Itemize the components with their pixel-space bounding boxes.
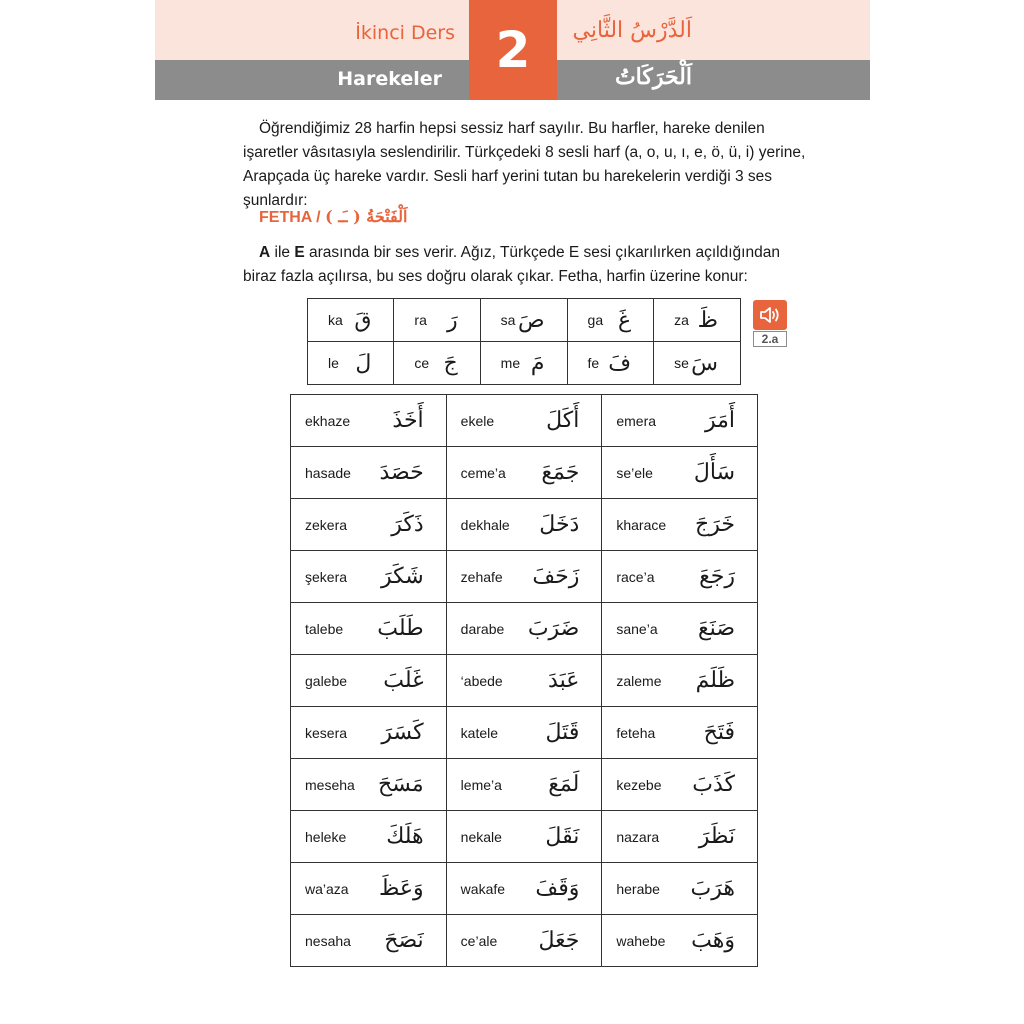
letter-cell-content	[308, 299, 393, 341]
word-cell	[446, 707, 602, 759]
transliteration: ra	[414, 312, 427, 328]
word-cell	[291, 915, 447, 967]
word-cell-content	[447, 447, 602, 498]
transliteration: leme’a	[460, 776, 502, 793]
arabic-text: نَظَرَ	[698, 824, 735, 849]
word-cell	[446, 915, 602, 967]
word-cell-content	[447, 603, 602, 654]
arabic-text: ظَلَمَ	[695, 668, 735, 693]
word-cell-content	[291, 655, 446, 706]
letter-cell-content	[481, 342, 567, 384]
text-ile: ile	[270, 244, 295, 261]
words-row	[291, 655, 758, 707]
word-cell	[291, 655, 447, 707]
word-cell	[291, 863, 447, 915]
transliteration: ceme’a	[460, 464, 506, 481]
word-cell-content	[447, 811, 602, 862]
word-cell-content	[602, 447, 757, 498]
section-title-tr: FETHA /	[259, 209, 321, 226]
words-row	[291, 395, 758, 447]
transliteration: ga	[587, 312, 604, 328]
transliteration: emera	[616, 412, 657, 429]
letter-cell-content	[394, 342, 479, 384]
letter-cell-content	[654, 342, 740, 384]
letter-cell	[308, 299, 394, 342]
audio-button[interactable]	[753, 300, 787, 330]
transliteration: wahebe	[616, 932, 666, 949]
transliteration: dekhale	[460, 516, 510, 533]
book-page	[155, 0, 870, 1024]
transliteration: sane’a	[616, 620, 658, 637]
word-cell-content	[447, 655, 602, 706]
topic-title-tr: Harekeler	[337, 68, 442, 90]
words-row	[291, 759, 758, 811]
intro-paragraph: Öğrendiğimiz 28 harfin hepsi sessiz harf sayılır. Bu harfler, hareke denilen işaretler vâsıtasıyla seslendirilir. Türkçedeki 8 sesli harf (a, o, u, ı, e, ö, ü, i) yerine, Arapçada üç hareke vardır. Sesli harf yerini tutan bu harekelerin verdiği 3 ses şunlardır:	[243, 120, 806, 209]
arabic-text: هَرَبَ	[690, 876, 735, 901]
transliteration: zaleme	[616, 672, 662, 689]
arabic-text: لَ	[355, 350, 372, 376]
word-cell-content	[291, 447, 446, 498]
letter-e: E	[294, 244, 305, 261]
word-cell-content	[447, 863, 602, 914]
transliteration: ‘abede	[460, 672, 503, 689]
arabic-text: فَتَحَ	[703, 720, 735, 745]
transliteration: herabe	[616, 880, 660, 897]
arabic-text: قَتَلَ	[545, 720, 580, 745]
arabic-text: ظَ	[697, 307, 718, 333]
arabic-text: عَبَدَ	[548, 668, 580, 693]
arabic-text: رَجَعَ	[699, 564, 735, 589]
transliteration: heleke	[305, 828, 347, 845]
words-table	[290, 394, 758, 967]
word-cell-content	[447, 915, 602, 966]
transliteration: ekhaze	[305, 412, 351, 429]
letter-cell-content	[568, 342, 654, 384]
transliteration: zehafe	[460, 568, 503, 585]
word-cell	[291, 707, 447, 759]
arabic-text: غَلَبَ	[383, 668, 424, 693]
letter-cell	[480, 342, 567, 385]
arabic-text: جَعَلَ	[538, 928, 580, 953]
arabic-text: غَ	[617, 307, 632, 333]
word-cell	[291, 603, 447, 655]
word-cell-content	[602, 551, 757, 602]
letters-row	[308, 342, 741, 385]
lesson-title-tr: İkinci Ders	[355, 22, 455, 44]
word-cell	[602, 707, 758, 759]
arabic-text: نَصَحَ	[384, 928, 424, 953]
transliteration: se’ele	[616, 464, 653, 481]
transliteration: sa	[500, 312, 516, 328]
word-cell-content	[447, 395, 602, 446]
speaker-icon	[759, 306, 781, 324]
word-cell	[291, 395, 447, 447]
transliteration: hasade	[305, 464, 351, 481]
section-title	[259, 207, 559, 227]
arabic-text: هَلَكَ	[386, 824, 424, 849]
word-cell-content	[291, 915, 446, 966]
letter-cell	[654, 299, 741, 342]
word-cell	[291, 811, 447, 863]
transliteration: se	[674, 355, 689, 371]
word-cell	[446, 811, 602, 863]
topic-title-ar: اَلْحَرَكَاتُ	[614, 64, 692, 90]
word-cell	[602, 551, 758, 603]
arabic-text: أَخَذَ	[392, 408, 424, 433]
transliteration: ekele	[460, 412, 495, 429]
transliteration: nekale	[460, 828, 502, 845]
transliteration: kezebe	[616, 776, 662, 793]
word-cell	[446, 447, 602, 499]
transliteration: za	[674, 312, 689, 328]
word-cell-content	[602, 655, 757, 706]
word-cell	[602, 759, 758, 811]
section-title-ar: اَلْفَتْحَةُ ( ـَـ )	[325, 207, 408, 226]
letter-cell-content	[394, 299, 479, 341]
arabic-text: طَلَبَ	[377, 616, 424, 641]
arabic-text: زَحَفَ	[532, 564, 580, 589]
word-cell	[291, 499, 447, 551]
transliteration: race’a	[616, 568, 655, 585]
word-cell	[602, 447, 758, 499]
word-cell	[602, 499, 758, 551]
word-cell	[291, 759, 447, 811]
letter-cell-content	[308, 342, 393, 384]
letter-cell-content	[568, 299, 654, 341]
transliteration: ka	[328, 312, 343, 328]
words-row	[291, 707, 758, 759]
word-cell	[446, 655, 602, 707]
arabic-text: سَ	[691, 350, 718, 376]
arabic-text: قَ	[354, 307, 372, 333]
word-cell-content	[447, 759, 602, 810]
letter-cell-content	[481, 299, 567, 341]
transliteration: wa’aza	[305, 880, 349, 897]
transliteration: darabe	[460, 620, 505, 637]
arabic-text: كَسَرَ	[381, 720, 424, 745]
transliteration: ce	[414, 355, 430, 371]
arabic-text: وَهَبَ	[691, 928, 735, 953]
transliteration: galebe	[305, 672, 348, 689]
arabic-text: دَخَلَ	[539, 512, 580, 537]
arabic-text: حَصَدَ	[379, 460, 424, 485]
word-cell-content	[291, 603, 446, 654]
transliteration: kharace	[616, 516, 667, 533]
lesson-number: 2	[469, 0, 557, 100]
word-cell	[602, 655, 758, 707]
transliteration: zekera	[305, 516, 348, 533]
word-cell-content	[602, 395, 757, 446]
transliteration: ce’ale	[460, 932, 498, 949]
section-paragraph	[243, 241, 808, 289]
transliteration: nesaha	[305, 932, 351, 949]
word-cell	[602, 915, 758, 967]
word-cell-content	[602, 863, 757, 914]
word-cell-content	[602, 499, 757, 550]
arabic-text: صَ	[517, 307, 545, 333]
word-cell-content	[291, 551, 446, 602]
arabic-text: لَمَعَ	[548, 772, 580, 797]
arabic-text: فَ	[608, 350, 632, 376]
transliteration: katele	[460, 724, 499, 741]
arabic-text: خَرَجَ	[695, 512, 735, 537]
arabic-text: وَعَظَ	[379, 876, 424, 901]
letter-cell	[567, 342, 654, 385]
word-cell	[602, 395, 758, 447]
words-row	[291, 915, 758, 967]
text-rest: arasında bir ses verir. Ağız, Türkçede E sesi çıkarılırken açıldığından biraz fazla açılırsa, bu ses doğru olarak çıkar. Fetha, harfin üzerine konur:	[243, 244, 780, 285]
transliteration: kesera	[305, 724, 348, 741]
word-cell	[291, 551, 447, 603]
arabic-text: صَنَعَ	[697, 616, 735, 641]
transliteration: me	[500, 355, 521, 371]
word-cell-content	[602, 707, 757, 758]
word-cell-content	[602, 759, 757, 810]
lesson-title-ar: اَلدَّرْسُ الثَّانِي	[572, 18, 692, 43]
arabic-text: سَأَلَ	[693, 460, 735, 485]
word-cell	[602, 811, 758, 863]
transliteration: talebe	[305, 620, 344, 637]
transliteration: meseha	[305, 776, 355, 793]
word-cell	[446, 551, 602, 603]
word-cell-content	[447, 707, 602, 758]
word-cell-content	[602, 811, 757, 862]
arabic-text: مَ	[530, 350, 545, 376]
word-cell	[602, 603, 758, 655]
words-row	[291, 811, 758, 863]
word-cell-content	[447, 499, 602, 550]
arabic-text: ضَرَبَ	[527, 616, 580, 641]
words-row	[291, 603, 758, 655]
arabic-text: جَمَعَ	[541, 460, 580, 485]
word-cell-content	[602, 603, 757, 654]
word-cell-content	[291, 395, 446, 446]
transliteration: feteha	[616, 724, 656, 741]
letter-cell	[394, 342, 480, 385]
letter-cell	[394, 299, 480, 342]
arabic-text: ذَكَرَ	[391, 512, 424, 537]
letter-a: A	[259, 244, 271, 261]
arabic-text: رَ	[447, 307, 458, 333]
word-cell	[446, 395, 602, 447]
arabic-text: وَقَفَ	[535, 876, 580, 901]
word-cell	[446, 499, 602, 551]
letter-cell	[480, 299, 567, 342]
words-row	[291, 499, 758, 551]
arabic-text: مَسَحَ	[378, 772, 424, 797]
word-cell	[602, 863, 758, 915]
letter-cell	[567, 299, 654, 342]
word-cell	[446, 603, 602, 655]
arabic-text: نَقَلَ	[545, 824, 580, 849]
word-cell-content	[447, 551, 602, 602]
arabic-text: أَكَلَ	[546, 408, 580, 433]
arabic-text: كَذَبَ	[692, 772, 735, 797]
word-cell-content	[291, 707, 446, 758]
transliteration: wakafe	[460, 880, 506, 897]
word-cell-content	[291, 759, 446, 810]
word-cell-content	[291, 499, 446, 550]
arabic-text: شَكَرَ	[380, 564, 424, 589]
letter-cell	[654, 342, 741, 385]
word-cell-content	[291, 863, 446, 914]
words-row	[291, 863, 758, 915]
word-cell	[446, 759, 602, 811]
words-row	[291, 447, 758, 499]
letter-cell-content	[654, 299, 740, 341]
transliteration: fe	[587, 355, 600, 371]
transliteration: şekera	[305, 568, 348, 585]
words-row	[291, 551, 758, 603]
word-cell	[446, 863, 602, 915]
word-cell	[291, 447, 447, 499]
transliteration: le	[328, 355, 339, 371]
audio-label: 2.a	[753, 331, 787, 347]
letter-cell	[308, 342, 394, 385]
arabic-text: جَ	[443, 350, 458, 376]
letters-row	[308, 299, 741, 342]
arabic-text: أَمَرَ	[704, 408, 735, 433]
word-cell-content	[602, 915, 757, 966]
transliteration: nazara	[616, 828, 660, 845]
letters-table	[307, 298, 741, 385]
word-cell-content	[291, 811, 446, 862]
